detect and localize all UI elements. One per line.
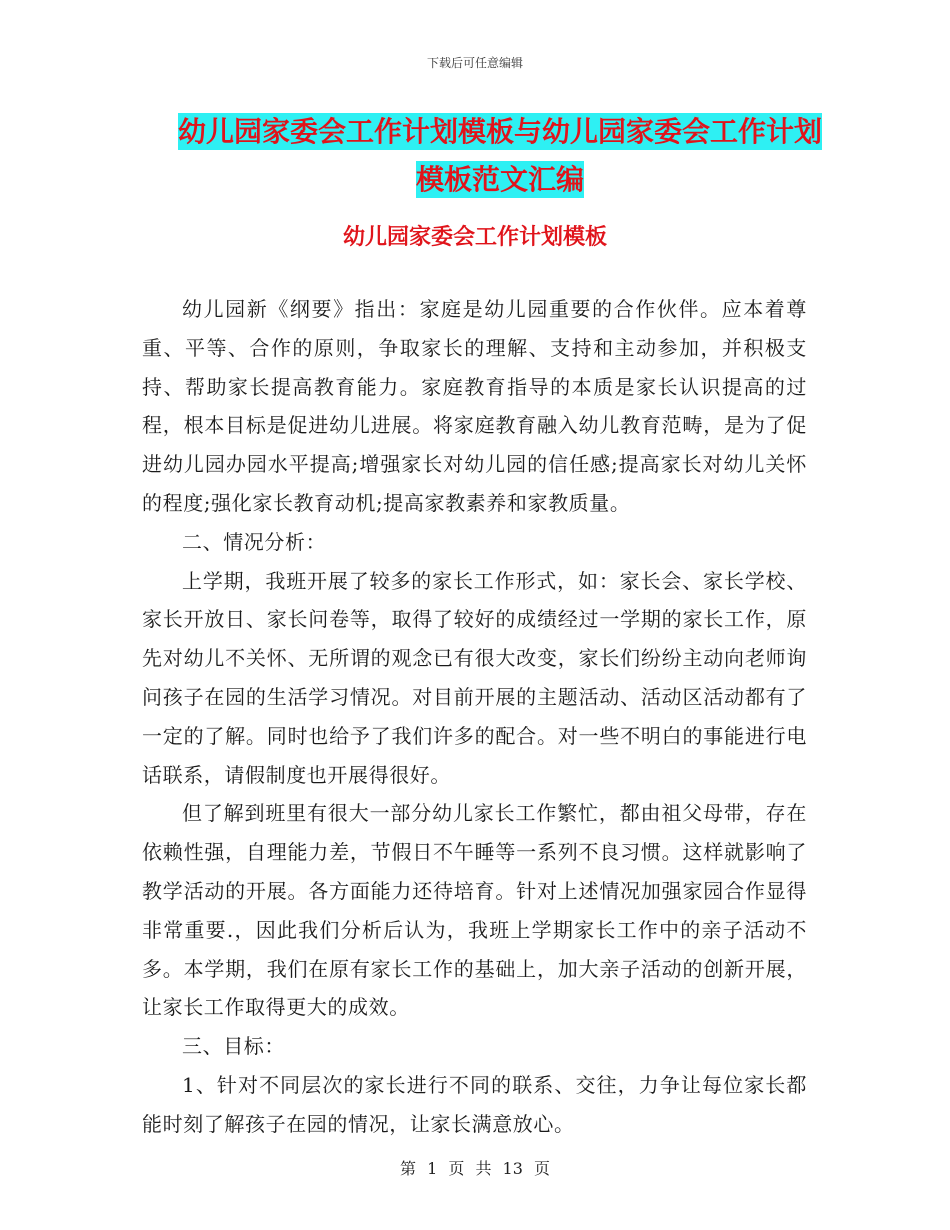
header-note: 下载后可任意编辑 (426, 56, 523, 70)
paragraph-intro: 幼儿园新《纲要》指出：家庭是幼儿园重要的合作伙伴。应本着尊重、平等、合作的原则，争取家长的理解、支持和主动参加，并积极支持、帮助家长提高教育能力。家庭教育指导的本质是家长认识提高的过程，根本目标是促进幼儿进展。将家庭教育融入幼儿教育范畴，是为了促进幼儿园办园水平提高;增强家长对幼儿园的信任感;提高家长对幼儿关怀的程度;强化家长教育动机;提高家教素养和家教质量。 (142, 297, 807, 515)
heading-situation-analysis: 二、情况分析： (182, 529, 327, 554)
paragraph-problems: 但了解到班里有很大一部分幼儿家长工作繁忙，都由祖父母带，存在依赖性强，自理能力差，节假日不午睡等一系列不良习惯。这样就影响了教学活动的开展。各方面能力还待培育。针对上述情况加强家园合作显得非常重要.，因此我们分析后认为，我班上学期家长工作中的亲子活动不多。本学期，我们在原有家长工作的基础上，加大亲子活动的创新开展，让家长工作取得更大的成效。 (142, 801, 807, 1020)
heading-goals: 三、目标： (182, 1034, 285, 1059)
section-title: 幼儿园家委会工作计划模板 (342, 225, 607, 250)
paragraph-goal-1: 1、针对不同层次的家长进行不同的联系、交往，力争让每位家长都能时刻了解孩子在园的情况，让家长满意放心。 (142, 1072, 807, 1136)
paragraph-last-semester: 上学期，我班开展了较多的家长工作形式，如：家长会、家长学校、家长开放日、家长问卷等，取得了较好的成绩经过一学期的家长工作，原先对幼儿不关怀、无所谓的观念已有很大改变，家长们纷纷主动向老师询问孩子在园的生活学习情况。对目前开展的主题活动、活动区活动都有了一定的了解。同时也给予了我们许多的配合。对一些不明白的事能进行电话联系，请假制度也开展得很好。 (142, 568, 807, 787)
document-title-line-2: 模板范文汇编 (415, 163, 584, 196)
document-title (150, 108, 850, 204)
document-title-line-1: 幼儿园家委会工作计划模板与幼儿园家委会工作计划 (177, 115, 822, 148)
page-footer: 第 1 页 共 13 页 (400, 1159, 550, 1178)
document-body (142, 290, 807, 1144)
